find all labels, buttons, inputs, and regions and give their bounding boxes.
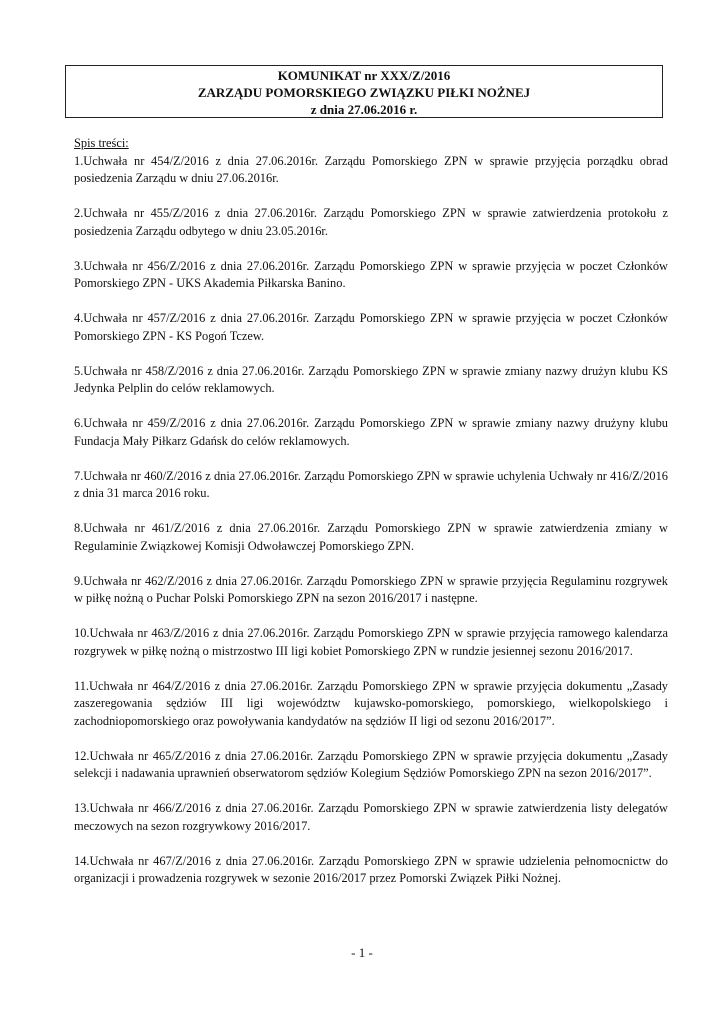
header-date: z dnia 27.06.2016 r. (310, 102, 418, 117)
toc-item: 10.Uchwała nr 463/Z/2016 z dnia 27.06.2016r. Zarządu Pomorskiego ZPN w sprawie przyjęcia ramowego kalendarza rozgrywek w piłkę nożną o mistrzostwo III ligi kobiet Pomorskiego ZPN w rundzie jesiennej sezonu 2016/2017. (74, 626, 668, 658)
toc-item: 9.Uchwała nr 462/Z/2016 z dnia 27.06.2016r. Zarządu Pomorskiego ZPN w sprawie przyjęcia Regulaminu rozgrywek w piłkę nożną o Puchar Polski Pomorskiego ZPN na sezon 2016/2017 i następne. (74, 573, 668, 605)
toc-item: 12.Uchwała nr 465/Z/2016 z dnia 27.06.2016r. Zarządu Pomorskiego ZPN w sprawie przyjęcia dokumentu „Zasady selekcji i nadawania uprawnień obserwatorom sędziów Kolegium Sędziów Pomorskiego ZPN na sezon 2016/2017”. (74, 748, 668, 780)
toc-item: 13.Uchwała nr 466/Z/2016 z dnia 27.06.2016r. Zarządu Pomorskiego ZPN w sprawie zatwierdzenia listy delegatów meczowych na sezon rozgrywkowy 2016/2017. (74, 801, 668, 833)
toc-item: 14.Uchwała nr 467/Z/2016 z dnia 27.06.2016r. Zarządu Pomorskiego ZPN w sprawie udzielenia pełnomocnictw do organizacji i prowadzenia rozgrywek w sezonie 2016/2017 przez Pomorski Związek Piłki Nożnej. (74, 853, 668, 885)
table-of-contents (74, 135, 668, 905)
toc-item: 2.Uchwała nr 455/Z/2016 z dnia 27.06.2016r. Zarządu Pomorskiego ZPN w sprawie zatwierdzenia protokołu z posiedzenia Zarządu odbytego w dniu 23.05.2016r. (74, 206, 668, 238)
toc-item: 6.Uchwała nr 459/Z/2016 z dnia 27.06.2016r. Zarządu Pomorskiego ZPN w sprawie zmiany nazwy drużyny klubu Fundacja Mały Piłkarz Gdańsk do celów reklamowych. (74, 416, 668, 448)
header-title: KOMUNIKAT nr XXX/Z/2016 (277, 68, 451, 83)
toc-item: 7.Uchwała nr 460/Z/2016 z dnia 27.06.2016r. Zarządu Pomorskiego ZPN w sprawie uchylenia Uchwały nr 416/Z/2016 z dnia 31 marca 2016 roku. (74, 468, 668, 500)
page-number: - 1 - (351, 945, 373, 960)
toc-item: 8.Uchwała nr 461/Z/2016 z dnia 27.06.2016r. Zarządu Pomorskiego ZPN w sprawie zatwierdzenia zmiany w Regulaminie Związkowej Komisji Odwoławczej Pomorskiego ZPN. (74, 521, 668, 553)
toc-item: 5.Uchwała nr 458/Z/2016 z dnia 27.06.2016r. Zarządu Pomorskiego ZPN w sprawie zmiany nazwy drużyn klubu KS Jedynka Pelplin do celów reklamowych. (74, 363, 668, 395)
toc-item: 3.Uchwała nr 456/Z/2016 z dnia 27.06.2016r. Zarządu Pomorskiego ZPN w sprawie przyjęcia w poczet Członków Pomorskiego ZPN - UKS Akademia Piłkarska Banino. (74, 258, 668, 290)
toc-item: 4.Uchwała nr 457/Z/2016 z dnia 27.06.2016r. Zarządu Pomorskiego ZPN w sprawie przyjęcia w poczet Członków Pomorskiego ZPN - KS Pogoń Tczew. (74, 311, 668, 343)
toc-heading: Spis treści: (74, 136, 129, 150)
announcement-header (65, 65, 663, 118)
header-organization: ZARZĄDU POMORSKIEGO ZWIĄZKU PIŁKI NOŻNEJ (197, 85, 531, 100)
toc-item: 1.Uchwała nr 454/Z/2016 z dnia 27.06.2016r. Zarządu Pomorskiego ZPN w sprawie przyjęcia porządku obrad posiedzenia Zarządu w dniu 27.06.2016r. (74, 153, 668, 185)
toc-item: 11.Uchwała nr 464/Z/2016 z dnia 27.06.2016r. Zarządu Pomorskiego ZPN w sprawie przyjęcia dokumentu „Zasady zaszeregowania sędziów III ligi województw kujawsko-pomorskiego, pomorskiego, wielkopolskiego i zachodniopomorskiego oraz powoływania kandydatów na sędziów II ligi od sezonu 2016/2017”. (74, 678, 668, 728)
